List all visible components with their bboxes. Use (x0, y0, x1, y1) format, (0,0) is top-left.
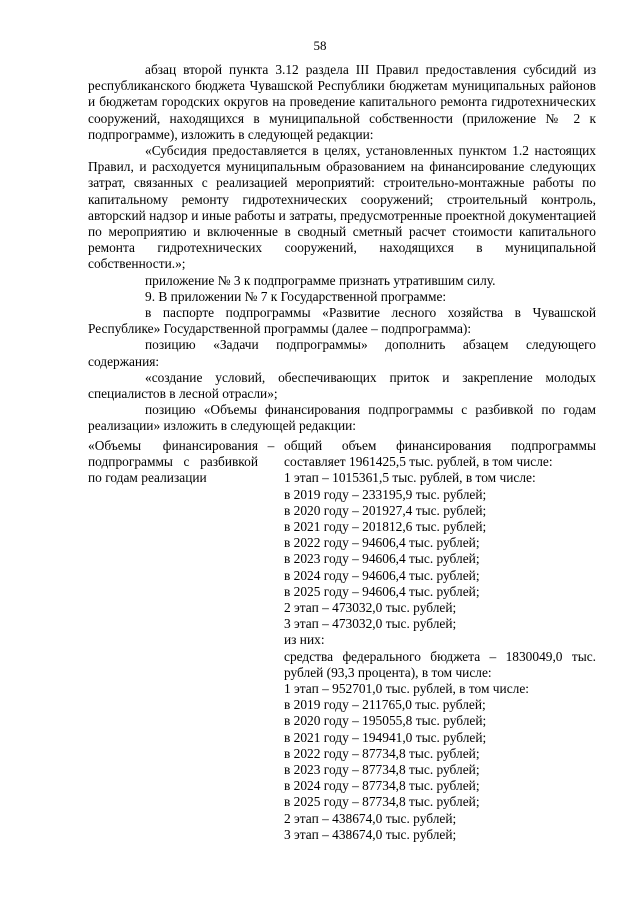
value-line: в 2023 году – 94606,4 тыс. рублей; (284, 551, 480, 567)
value-line: в 2025 году – 94606,4 тыс. рублей; (284, 583, 480, 599)
value-line: 1 этап – 952701,0 тыс. рублей, в том числе: (284, 681, 529, 697)
body-text (88, 62, 596, 435)
passport-label: «Объемы финансирования подпрограммы с разбивкой по годам реализации (88, 438, 258, 486)
paragraph-appendix-7: 9. В приложении № 7 к Государственной программе: (145, 288, 447, 304)
value-line: в 2019 году – 233195,9 тыс. рублей; (284, 486, 487, 502)
financing-passport-table (88, 438, 596, 843)
page-number: 58 (313, 38, 327, 53)
value-line: в 2025 году – 87734,8 тыс. рублей; (284, 794, 480, 810)
value-line: в 2023 году – 87734,8 тыс. рублей; (284, 762, 480, 778)
value-line: 3 этап – 438674,0 тыс. рублей; (284, 826, 457, 842)
value-line-total: общий объем финансирования подпрограммы составляет 1961425,5 тыс. рублей, в том числе: (284, 438, 596, 470)
paragraph-rules-amendment: абзац второй пункта 3.12 раздела III Правил предоставления субсидий из республиканского бюджета Чувашской Республики бюджетам муниципальных районов и бюджетам городских округов на проведение капитального ремонта гидротехнических сооружений, находящихся в муниципальной собственности (приложение № 2 к подпрограмме), изложить в следующей редакции: (88, 62, 596, 142)
value-line: 2 этап – 438674,0 тыс. рублей; (284, 810, 457, 826)
paragraph-tasks-position: позицию «Задачи подпрограммы» дополнить абзацем следующего содержания: (88, 337, 596, 369)
value-line: в 2020 году – 201927,4 тыс. рублей; (284, 502, 487, 518)
value-line-federal: средства федерального бюджета – 1830049,0 тыс. рублей (93,3 процента), в том числе: (284, 648, 596, 680)
paragraph-passport: в паспорте подпрограммы «Развитие лесного хозяйства в Чувашской Республике» Государственной программы (далее – подпрограмма): (88, 305, 596, 337)
paragraph-subsidy-purpose: «Субсидия предоставляется в целях, установленных пунктом 1.2 настоящих Правил, и расходуется муниципальным образованием на финансирование следующих затрат, связанных с реализацией мероприятий: строительно-монтажные работы по капитальному ремонту гидротехнических сооружений; строительный контроль, авторский надзор и иные работы и затраты, предусмотренные проектной документацией по мероприятию и включенные в сводный сметный расчет стоимости капитального ремонта гидротехнических сооружений, находящихся в муниципальной собственности.»; (88, 143, 596, 272)
value-line: 3 этап – 473032,0 тыс. рублей; (284, 616, 457, 632)
value-line: 1 этап – 1015361,5 тыс. рублей, в том числе: (284, 470, 536, 486)
passport-dash: – (267, 438, 275, 453)
paragraph-appendix-3: приложение № 3 к подпрограмме признать утратившим силу. (145, 272, 496, 288)
value-line: 2 этап – 473032,0 тыс. рублей; (284, 600, 457, 616)
paragraph-new-task: «создание условий, обеспечивающих приток и закрепление молодых специалистов в лесной отрасли»; (88, 369, 596, 402)
value-line: в 2021 году – 194941,0 тыс. рублей; (284, 729, 487, 745)
passport-values (284, 438, 596, 843)
value-line: в 2022 году – 94606,4 тыс. рублей; (284, 535, 480, 551)
value-line: в 2024 году – 87734,8 тыс. рублей; (284, 778, 480, 794)
value-line: в 2024 году – 94606,4 тыс. рублей; (284, 567, 480, 583)
value-line: в 2020 году – 195055,8 тыс. рублей; (284, 713, 487, 729)
value-line: в 2019 году – 211765,0 тыс. рублей; (284, 697, 486, 713)
paragraph-financing-position: позицию «Объемы финансирования подпрограммы с разбивкой по годам реализации» изложить в следующей редакции: (88, 402, 596, 434)
value-line: в 2021 году – 201812,6 тыс. рублей; (284, 519, 487, 535)
value-line: в 2022 году – 87734,8 тыс. рублей; (284, 745, 480, 761)
value-line: из них: (284, 632, 325, 648)
